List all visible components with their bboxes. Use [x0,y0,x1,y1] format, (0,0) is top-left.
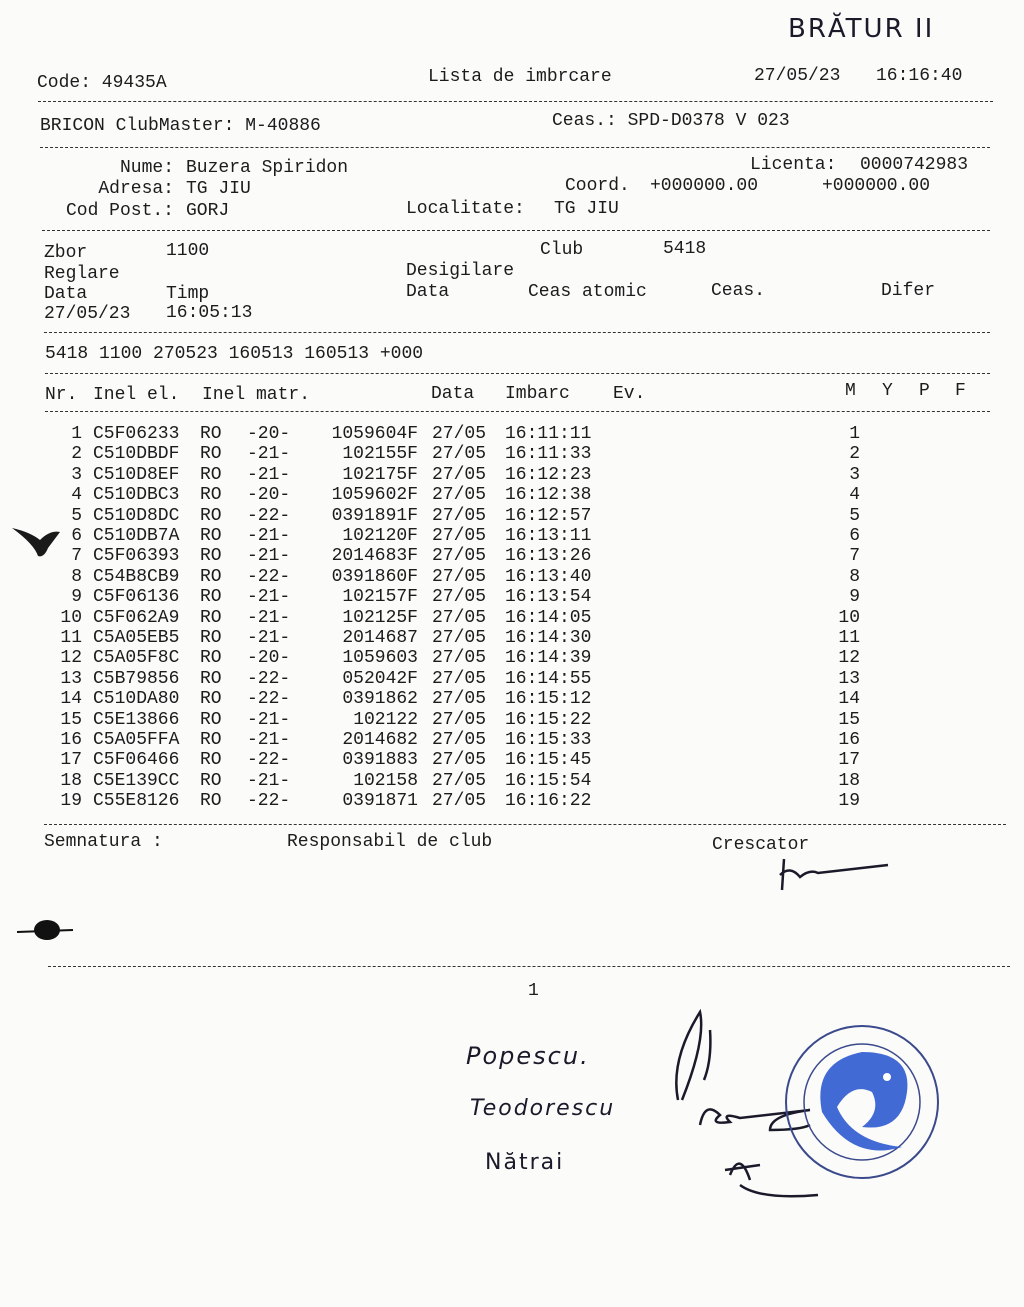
table-row [0,587,1024,607]
document-code: Code: 49435A [37,73,167,93]
registration-ring: 102157F [342,587,418,608]
system-name: BRICON ClubMaster: M-40886 [40,116,321,136]
license-number: 0000742983 [860,155,969,175]
country-code: RO [200,505,222,526]
registration-ring: 0391862 [342,689,418,710]
ring-year: -21- [247,464,291,485]
position-m: 12 [838,648,860,669]
registration-ring: 052042F [342,668,418,689]
table-row [0,485,1024,505]
arrival-date: 27/05 [432,668,487,689]
arrival-date: 27/05 [432,546,487,567]
arrival-time: 16:14:55 [505,668,592,689]
arrival-time: 16:13:26 [505,546,592,567]
electronic-ring: C5E139CC [93,770,180,791]
registration-ring: 2014683F [331,546,418,567]
row-number: 16 [60,730,82,750]
ceas-atomic-label: Ceas atomic [528,282,647,302]
ring-year: -22- [247,750,291,771]
arrival-time: 16:14:05 [505,607,592,628]
ring-year: -22- [247,668,291,689]
arrival-date: 27/05 [432,424,487,444]
license-label: Licenta: [750,155,837,175]
registration-ring: 2014687 [342,628,418,648]
ring-year: -22- [247,689,291,710]
col-data: Data [431,384,475,404]
table-row [0,444,1024,464]
position-m: 11 [838,628,860,648]
owner-postal: GORJ [186,201,230,221]
divider [44,332,990,333]
country-code: RO [200,668,222,689]
electronic-ring: C55E8126 [93,791,180,812]
arrival-date: 27/05 [432,730,487,750]
country-code: RO [200,546,222,567]
electronic-ring: C5F062A9 [93,607,180,628]
arrival-time: 16:15:22 [505,709,592,730]
ring-year: -22- [247,791,291,812]
country-code: RO [200,607,222,628]
table-row [0,567,1024,587]
electronic-ring: C5F06136 [93,587,180,608]
row-number: 6 [71,526,82,546]
reglare-time: 16:05:13 [166,303,253,323]
table-row [0,730,1024,750]
position-m: 13 [838,668,860,689]
registration-ring: 102122 [353,709,418,730]
reglare-date: 27/05/23 [44,304,131,324]
registration-ring: 0391891F [331,505,418,526]
ring-year: -21- [247,709,291,730]
row-number: 13 [60,668,82,689]
country-code: RO [200,709,222,730]
registration-ring: 102175F [342,464,418,485]
arrival-date: 27/05 [432,648,487,669]
arrival-time: 16:12:23 [505,464,592,485]
position-m: 17 [838,750,860,771]
arrival-time: 16:15:54 [505,770,592,791]
registration-ring: 0391883 [342,750,418,771]
arrival-time: 16:12:57 [505,505,592,526]
position-m: 8 [849,566,860,587]
country-code: RO [200,485,222,506]
electronic-ring: C54B8CB9 [93,566,180,587]
table-row [0,669,1024,689]
registration-ring: 0391871 [342,791,418,812]
handwritten-note: BRĂTUR II [788,14,935,44]
table-row [0,750,1024,770]
electronic-ring: C510DBC3 [93,485,180,506]
zbor-label: Zbor [44,243,88,263]
arrival-date: 27/05 [432,689,487,710]
electronic-ring: C510DBDF [93,444,180,465]
ink-blot [15,915,75,945]
electronic-ring: C510DB7A [93,526,180,546]
arrival-date: 27/05 [432,709,487,730]
timp-label: Timp [166,284,210,304]
table-row [0,546,1024,566]
row-number: 1 [71,424,82,444]
country-code: RO [200,770,222,791]
arrival-time: 16:15:33 [505,730,592,750]
arrival-time: 16:15:12 [505,689,592,710]
divider [42,230,990,231]
divider [45,411,990,412]
table-row [0,771,1024,791]
ring-year: -22- [247,566,291,587]
ring-year: -21- [247,546,291,567]
electronic-ring: C510DA80 [93,689,180,710]
row-number: 5 [71,505,82,526]
locality: TG JIU [554,199,619,219]
postal-label: Cod Post.: [65,201,174,221]
ring-year: -21- [247,526,291,546]
table-row [0,526,1024,546]
electronic-ring: C510D8EF [93,464,180,485]
print-time: 16:16:40 [876,66,963,86]
col-y: Y [882,381,893,401]
breeder-label: Crescator [712,835,810,855]
country-code: RO [200,791,222,812]
ring-year: -20- [247,485,291,506]
ring-year: -20- [247,648,291,669]
position-m: 4 [849,485,860,506]
arrival-time: 16:13:40 [505,566,592,587]
ring-year: -21- [247,607,291,628]
col-m: M [845,381,856,401]
country-code: RO [200,464,222,485]
arrival-date: 27/05 [432,628,487,648]
arrival-time: 16:11:11 [505,424,592,444]
arrival-date: 27/05 [432,791,487,812]
row-number: 11 [60,628,82,648]
arrival-date: 27/05 [432,750,487,771]
divider [48,966,1010,967]
data-label: Data [44,284,88,304]
registration-ring: 2014682 [342,730,418,750]
arrival-date: 27/05 [432,485,487,506]
arrival-time: 16:13:11 [505,526,592,546]
row-number: 17 [60,750,82,771]
club-responsible-label: Responsabil de club [287,832,493,852]
desigilare-label: Desigilare [406,261,515,281]
locality-label: Localitate: [406,199,525,219]
position-m: 14 [838,689,860,710]
position-m: 6 [849,526,860,546]
page-number: 1 [528,981,539,1001]
name-label: Nume: [119,158,174,178]
col-ev: Ev. [613,384,646,404]
col-nr: Nr. [45,385,78,405]
club-label: Club [540,240,584,260]
arrival-time: 16:15:45 [505,750,592,771]
ring-year: -22- [247,505,291,526]
position-m: 9 [849,587,860,608]
row-number: 7 [71,546,82,567]
arrival-time: 16:12:38 [505,485,592,506]
row-number: 8 [71,566,82,587]
country-code: RO [200,424,222,444]
country-code: RO [200,750,222,771]
club-stamp [782,1022,942,1182]
row-number: 12 [60,648,82,669]
col-imbarc: Imbarc [505,384,570,404]
position-m: 18 [838,770,860,791]
row-number: 19 [60,791,82,812]
clock-id: Ceas.: SPD-D0378 V 023 [552,111,790,131]
address-label: Adresa: [98,179,174,199]
position-m: 10 [838,607,860,628]
registration-ring: 102120F [342,526,418,546]
electronic-ring: C5F06393 [93,546,180,567]
print-date: 27/05/23 [754,66,841,86]
table-row [0,710,1024,730]
table-row [0,465,1024,485]
row-number: 15 [60,709,82,730]
owner-address: TG JIU [186,179,251,199]
arrival-date: 27/05 [432,770,487,791]
electronic-ring: C5B79856 [93,668,180,689]
arrival-date: 27/05 [432,566,487,587]
coord-x: +000000.00 [650,176,759,196]
registration-ring: 1059602F [331,485,418,506]
position-m: 7 [849,546,860,567]
row-number: 10 [60,607,82,628]
table-row [0,424,1024,444]
document-title: Lista de imbrcare [428,67,612,87]
row-number: 3 [71,464,82,485]
country-code: RO [200,526,222,546]
country-code: RO [200,689,222,710]
row-number: 18 [60,770,82,791]
electronic-ring: C5A05FFA [93,730,180,750]
coord-y: +000000.00 [822,176,931,196]
ring-year: -21- [247,628,291,648]
registration-ring: 1059604F [331,424,418,444]
electronic-ring: C5E13866 [93,709,180,730]
registration-ring: 102125F [342,607,418,628]
electronic-ring: C5F06466 [93,750,180,771]
row-number: 4 [71,485,82,506]
zbor-value: 1100 [166,241,210,261]
registration-ring: 102155F [342,444,418,465]
electronic-ring: C5F06233 [93,424,180,444]
position-m: 16 [838,730,860,750]
row-number: 2 [71,444,82,465]
arrival-time: 16:14:30 [505,628,592,648]
arrival-time: 16:14:39 [505,648,592,669]
arrival-date: 27/05 [432,526,487,546]
summary-line: 5418 1100 270523 160513 160513 +000 [45,344,424,364]
owner-name: Buzera Spiridon [186,158,349,178]
arrival-date: 27/05 [432,444,487,465]
table-row [0,628,1024,648]
arrival-date: 27/05 [432,505,487,526]
row-number: 9 [71,587,82,608]
country-code: RO [200,648,222,669]
divider [38,101,993,102]
position-m: 3 [849,464,860,485]
position-m: 1 [849,424,860,444]
handwritten-name: Popescu. [466,1042,590,1070]
registration-ring: 0391860F [331,566,418,587]
table-row [0,791,1024,811]
country-code: RO [200,444,222,465]
position-m: 2 [849,444,860,465]
col-p: P [919,381,930,401]
table-row [0,689,1024,709]
ceas-label: Ceas. [711,281,766,301]
row-number: 14 [60,689,82,710]
position-m: 15 [838,709,860,730]
position-m: 5 [849,505,860,526]
col-inel-matr: Inel matr. [202,385,311,405]
country-code: RO [200,566,222,587]
country-code: RO [200,730,222,750]
position-m: 19 [838,791,860,812]
country-code: RO [200,628,222,648]
reglare-label: Reglare [44,264,120,284]
arrival-time: 16:16:22 [505,791,592,812]
table-row [0,506,1024,526]
electronic-ring: C510D8DC [93,505,180,526]
breeder-signature [770,855,900,895]
ring-year: -21- [247,444,291,465]
table-row [0,648,1024,668]
arrival-date: 27/05 [432,464,487,485]
divider [44,824,1006,825]
arrival-time: 16:11:33 [505,444,592,465]
country-code: RO [200,587,222,608]
col-inel-el: Inel el. [93,385,180,405]
col-f: F [955,381,966,401]
difer-label: Difer [881,281,936,301]
desigilare-data-label: Data [406,282,450,302]
handwritten-name: Nătrai [485,1150,565,1175]
electronic-ring: C5A05EB5 [93,628,180,648]
arrival-date: 27/05 [432,607,487,628]
registration-ring: 102158 [353,770,418,791]
divider [45,373,990,374]
registration-ring: 1059603 [342,648,418,669]
arrival-date: 27/05 [432,587,487,608]
handwritten-name: Teodorescu [470,1096,616,1121]
electronic-ring: C5A05F8C [93,648,180,669]
arrival-time: 16:13:54 [505,587,592,608]
ring-year: -21- [247,587,291,608]
divider [40,147,990,148]
table-row [0,608,1024,628]
ring-year: -21- [247,770,291,791]
signature-label: Semnatura : [44,832,163,852]
ring-year: -21- [247,730,291,750]
club-value: 5418 [663,239,707,259]
coord-label: Coord. [565,176,630,196]
ring-year: -20- [247,424,291,444]
